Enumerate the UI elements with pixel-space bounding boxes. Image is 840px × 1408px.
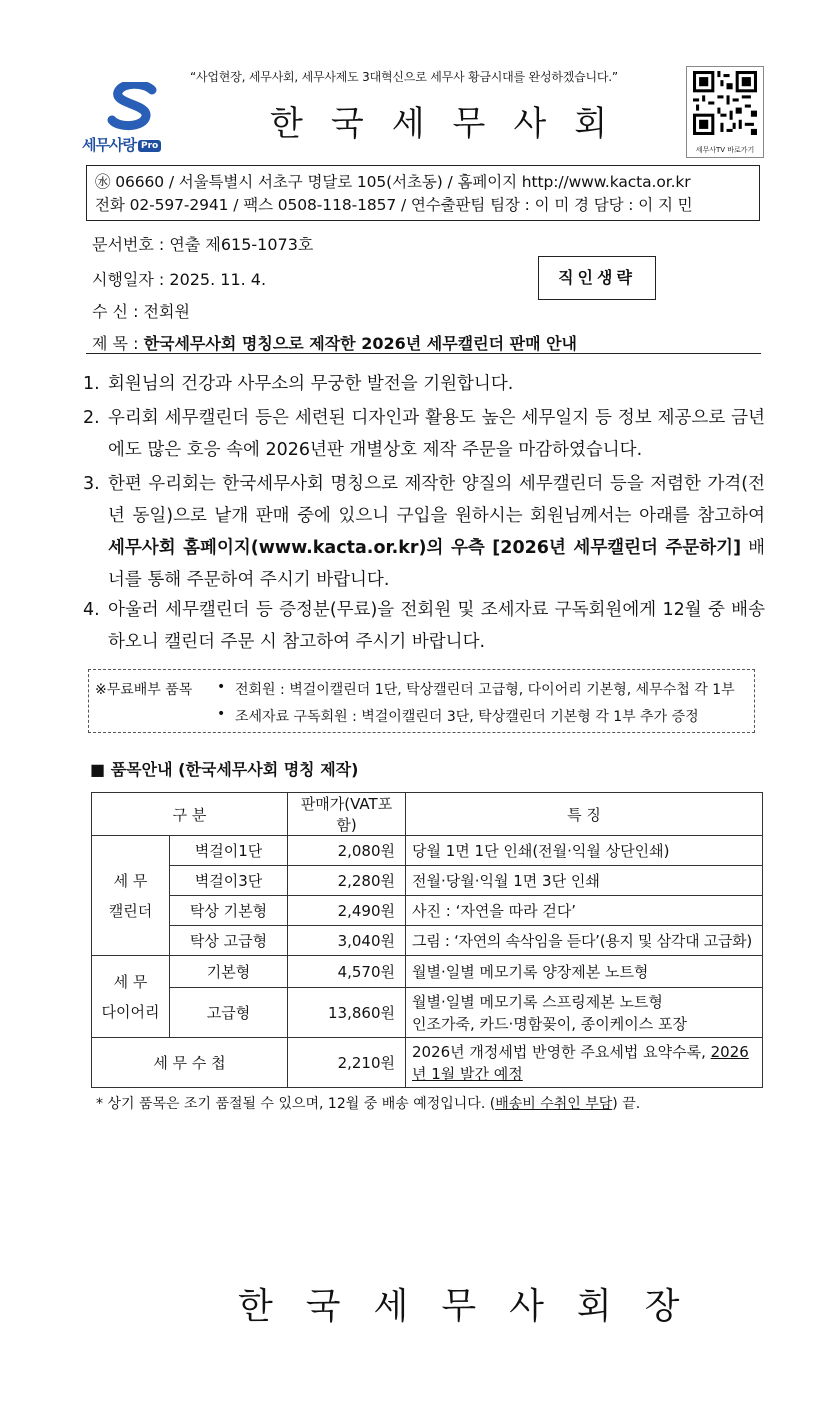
address-line-1: ㊌ 06660 / 서울특별시 서초구 명달로 105(서초동) / 홈페이지 http://www.kacta.or.kr [95,173,691,191]
free-item-1: 전회원 : 벽걸이캘린더 1단, 탁상캘린더 고급형, 다이어리 기본형, 세무수첩 각 1부 [235,682,735,698]
logo [78,82,188,162]
address-box [86,165,760,221]
table-row: 탁상 기본형 2,490원 사진 : ‘자연을 따라 걷다’ [92,896,763,926]
handbook-name: 세 무 수 첩 [92,1038,288,1088]
divider [86,353,761,354]
signer: 한국세무사회장 [238,1286,713,1327]
header-category: 구 분 [92,793,288,836]
header-feature: 특 징 [406,793,763,836]
header-price: 판매가(VAT포함) [288,793,406,836]
free-items-label: ※무료배부 품목 [95,682,193,698]
address-line-2: 전화 02-597-2941 / 팩스 0508-118-1857 / 연수출판팀 팀장 : 이 미 경 담당 : 이 지 민 [95,196,693,214]
org-title: 한국세무사회 [270,104,636,144]
qr-code[interactable] [686,66,764,158]
table-row: 세 무 수 첩 2,210원 2026년 개정세법 반영한 주요세법 요약수록, 2026년 1월 발간 예정 [92,1038,763,1088]
logo-text: 세무사랑 Pro [82,134,161,155]
paragraph-2: 2. 우리회 세무캘린더 등은 세련된 디자인과 활용도 높은 세무일지 등 정보 제공으로 금년에도 많은 호응 속에 2026년판 개별상호 제작 주문을 마감하였습니다. [83,408,765,460]
table-row: 벽걸이3단 2,280원 전월·당월·익월 1면 3단 인쇄 [92,866,763,896]
paragraph-3: 3. 한편 우리회는 한국세무사회 명칭으로 제작한 양질의 세무캘린더 등을 저렴한 가격(전년 동일)으로 낱개 판매 중에 있으니 구입을 원하시는 회원님께서는 아래를 참고하여 세무사회 홈페이지(www.kacta.or.kr)의 우측 [2026년 세무캘린더 주문하기] 배너를 통해 주문하여 주시기 바랍니다. [83,474,765,590]
subject: 제 목 : 한국세무사회 명칭으로 제작한 2026년 세무캘린더 판매 안내 [92,334,578,353]
items-table [91,792,763,1088]
footnote: * 상기 품목은 조기 품절될 수 있으며, 12월 중 배송 예정입니다. (배송비 수취인 부담) 끝. [96,1096,641,1112]
table-row: 세 무 캘린더 벽걸이1단 2,080원 당월 1면 1단 인쇄(전월·익월 상단인쇄) [92,836,763,866]
group-calendar: 세 무 캘린더 [92,836,170,956]
section-title: ■ 품목안내 (한국세무사회 명칭 제작) [90,760,359,779]
issue-date: 시행일자 : 2025. 11. 4. [92,270,267,289]
free-items-box [88,669,755,733]
table-row: 고급형 13,860원 월별·일별 메모기록 스프링제본 노트형 인조가죽, 카드·명함꽂이, 종이케이스 포장 [92,988,763,1038]
table-row: 세 무 다이어리 기본형 4,570원 월별·일별 메모기록 양장제본 노트형 [92,956,763,988]
group-diary: 세 무 다이어리 [92,956,170,1038]
seal-omitted-box: 직인생략 [538,256,656,300]
qr-label: 세무사TV 바로가기 [695,146,755,154]
doc-number: 문서번호 : 연출 제615-1073호 [92,235,314,254]
bullet: • [217,706,226,722]
homepage-link-text: 세무사회 홈페이지(www.kacta.or.kr)의 우측 [2026년 세무캘린더 주문하기] [108,538,742,558]
slogan: “사업현장, 세무사회, 세무사제도 3대혁신으로 세무사 황금시대를 완성하겠습니다.” [190,70,618,84]
table-header-row [92,793,763,836]
bullet: • [217,679,226,695]
recipient: 수 신 : 전회원 [92,302,190,321]
paragraph-4: 4. 아울러 세무캘린더 등 증정분(무료)을 전회원 및 조세자료 구독회원에게 12월 중 배송하오니 캘린더 주문 시 참고하여 주시기 바랍니다. [83,600,765,652]
free-item-2: 조세자료 구독회원 : 벽걸이캘린더 3단, 탁상캘린더 기본형 각 1부 추가 증정 [235,709,699,725]
qr-icon [693,71,757,135]
subject-text: 한국세무사회 명칭으로 제작한 2026년 세무캘린더 판매 안내 [143,334,578,353]
logo-s-icon [104,82,164,132]
table-row: 탁상 고급형 3,040원 그림 : ‘자연의 속삭임을 듣다’(용지 및 삼각대 고급화) [92,926,763,956]
paragraph-1: 1. 회원님의 건강과 사무소의 무궁한 발전을 기원합니다. [83,374,514,394]
